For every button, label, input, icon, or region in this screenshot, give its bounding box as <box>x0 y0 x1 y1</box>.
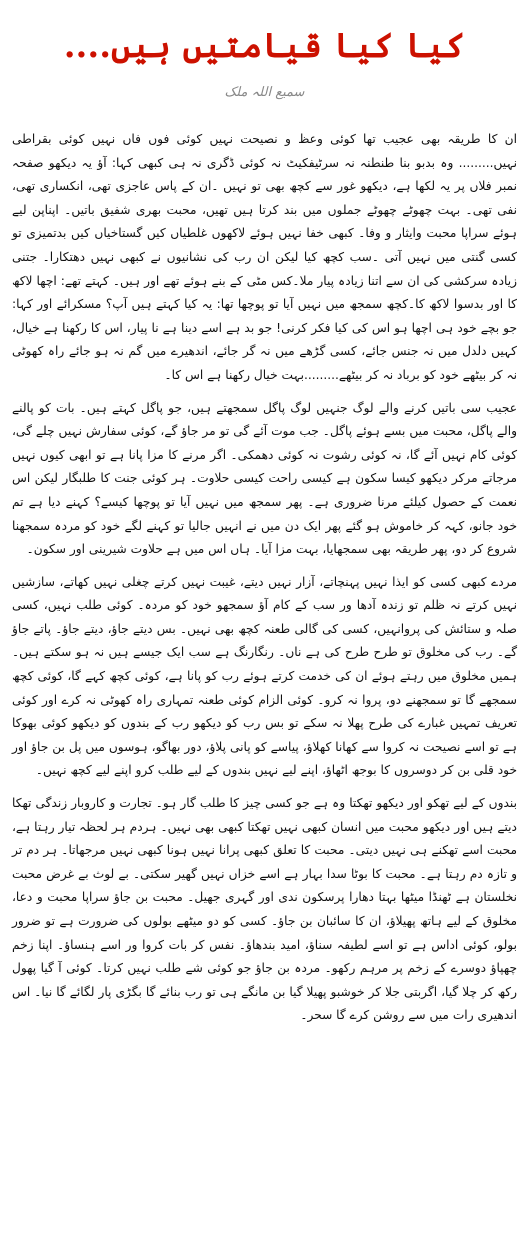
article-title: کیا کیا قیامتیں ہیں.... <box>63 26 466 66</box>
paragraph: بندوں کے لیے تھکو اور دیکھو تھکتا وہ ہے جو کسی چیز کا طلب گار ہو۔ تجارت و کاروبار زندگی تھکا دیتے ہیں اور دیکھو محبت میں انسان کبھی نہیں تھکتا کبھی بھی نہیں۔ ہردم ہر لحظہ تیار رہتا ہے، محبت اسے تھکنے ہی نہیں دیتی۔ محبت کا تعلق کبھی پرانا نہیں ہونا کبھی نہیں مرجھاتا۔ ہر دم تر و تازہ دم رہتا ہے۔ محبت کا بوٹا سدا بہار ہے اسے خزاں نہیں گھیر سکتی۔ بے لوث بے غرض محبت نخلستان ہے ٹھنڈا میٹھا بہتا دھارا پرسکون ندی اور گہری جھیل۔ محبت بن جاؤ سراپا محبت و دعا، مخلوق کے لیے ہاتھ پھیلاؤ، ان کا سائبان بن جاؤ۔ کسی کو دو میٹھے بولوں کی ضرورت ہے تو ضرور بولو، کوئی اداس ہے تو اسے لطیفہ سناؤ، امید بندھاؤ۔ نفس کر بات کروا ور اسے ہنساؤ۔ اپنا زخم چھپاؤ دوسرے کے زخم پر مرہم رکھو۔ مردہ بن جاؤ جو کوئی شے طلب نہیں کرتا۔ کوئی آ گیا پھول رکھ کر چلا گیا، اگربتی جلا کر خوشبو پھیلا گیا بن مانگے ہی تو رب بنائے گا بگڑی پار لگائے گا نیا۔ اس اندھیری رات میں سے روشن کرے گا سحر۔ <box>12 796 517 1023</box>
paragraph: عجیب سی باتیں کرنے والے لوگ جنہیں لوگ پاگل سمجھتے ہیں، جو پاگل کہتے ہیں۔ بات کو پالنے والے پاگل، محبت میں بسے ہوئے پاگل۔ جب موت آئے گی تو مر جاؤ گے، کوئی سفارش نہیں چلے گی، کوئی کام نہیں آئے گا، نہ کوئی رشوت نہ کوئی دھمکی۔ اگر مرنے کا مزا پانا ہے تو ابھی کیوں نہیں مرجاتے مرکر دیکھو کیسا سکون ہے کیسی راحت کیسی حلاوت۔ ہر کوئی جنت کا طلبگار لیکن اس نعمت کے حصول کیلئے مرنا ضروری ہے۔ پھر سمجھ میں نہیں آیا تو پوچھا کیسے؟ کہنے دیا ہے تم خود جانو، کہہ کر خاموش ہو گئے پھر ایک دن میں نے انہیں جالیا تو کہنے لگے خود کو مردہ سمجھنا شروع کر دو، پھر طریقہ بھی سمجھایا، بہت مزا آیا۔ ہاں اس میں ہے حلاوت شیرینی اور سکون۔ <box>12 400 517 557</box>
paragraph: مردے کبھی کسی کو ایذا نہیں پہنچاتے، آزار نہیں دیتے، غیبت نہیں کرتے چغلی نہیں کھاتے، سازشیں نہیں کرتے نہ ظلم تو زندہ آدھا ور سب کے کام آؤ سمجھو خود کو مردہ۔ کوئی طلب نہیں، کسی صلہ و ستائش کی پروانہیں، کسی کی گالی طعنہ کچھ بھی نہیں۔ بس دیتے جاؤ، دیتے جاؤ۔ پاتے جاؤ گے۔ رب کی مخلوق تو طرح طرح کی ہے ناں۔ رنگارنگ ہے سب ایک جیسے ہیں نہ ہو سکتے ہیں۔ ہمیں مخلوق میں رہتے ہوئے ان کی خدمت کرتے ہوئے رب کو پانا ہے، کوئی کچھ کہے گا، کوئی کچھ سمجھے گا تو سمجھنے دو، پروا نہ کرو۔ کوئی الزام کوئی طعنہ تمہاری راہ کھوٹی نہ کرے اور کوئی تعریف تمہیں غبارے کی طرح پھلا نہ سکے تو بس رب کو دیکھو رب کے بندوں کو دیکھو کوئی بھوکا ہے تو اسے نصیحت نہ کروا سے کھانا کھلاؤ، پیاسے کو پانی پلاؤ، دور بھاگو، ہوسوں میں پل بن جاؤ اور خود قلی بن کر دوسروں کا بوجھ اٹھاؤ، اپنے لیے نہیں بندوں کے لیے طلب کرو اپنے لیے کچھ نہیں۔ <box>12 574 517 778</box>
article-body <box>12 128 517 1028</box>
author-signature: سمیع اللہ ملک <box>224 85 305 100</box>
paragraph: ان کا طریقہ بھی عجیب تھا کوئی وعظ و نصیحت نہیں کوئی فوں فاں نہیں کوئی بقراطی نہیں......... وہ بدبو بنا طنطنہ نہ سرٹیفکیٹ نہ کوئی ڈگری نہ ہی کبھی کہا: آؤ یہ دیکھو صفحہ نمبر فلاں پر یہ لکھا ہے، دیکھو غور سے کچھ بھی تو نہیں ۔ان کے پاس عاجزی تھی، انکساری تھی، نفی تھی۔ بہت چھوٹے چھوٹے جملوں میں بند کرتا ہیں تھیں، محبت بھری شفیق باتیں۔ اپناپن لیے ہوئے سراپا محبت وایثار و وفا۔ کبھی خفا نہیں ہوئے لاکھوں غلطیاں کیں گستاخیاں کیں بدتمیزی تو کسی گنتی میں نہیں آتی ۔سب کچھ کیا لیکن ان رب کی نشانیوں نے کبھی نہیں دھتکارا۔ جتنی زیادہ سرکشی کی ان سے اتنا زیادہ پیار ملا۔کس مٹی کے بنے ہوئے تھے اور ہیں۔ کہتے تھے: اچھا لاکھ کا اور بدسوا لاکھ کا۔کچھ سمجھ میں نہیں آیا تو پوچھا تھا: یہ کیا کہتے ہیں آپ؟ مسکرائے اور کہا: جو بچے خود ہی اچھا ہو اس کی کیا فکر کرنی! جو بد ہے اسے دینا ہے نا پیار، اس کا رکھنا ہے خیال، کہیں دلدل میں نہ جنس جائے، کسی گڑھے میں نہ گر جائے، اندھیرے میں گم نہ ہو جائے راہ کھوٹی نہ کر بیٹھے خود کو برباد نہ کر بیٹھے.........بہت خیال رکھنا ہے اس کا۔ <box>12 132 517 382</box>
